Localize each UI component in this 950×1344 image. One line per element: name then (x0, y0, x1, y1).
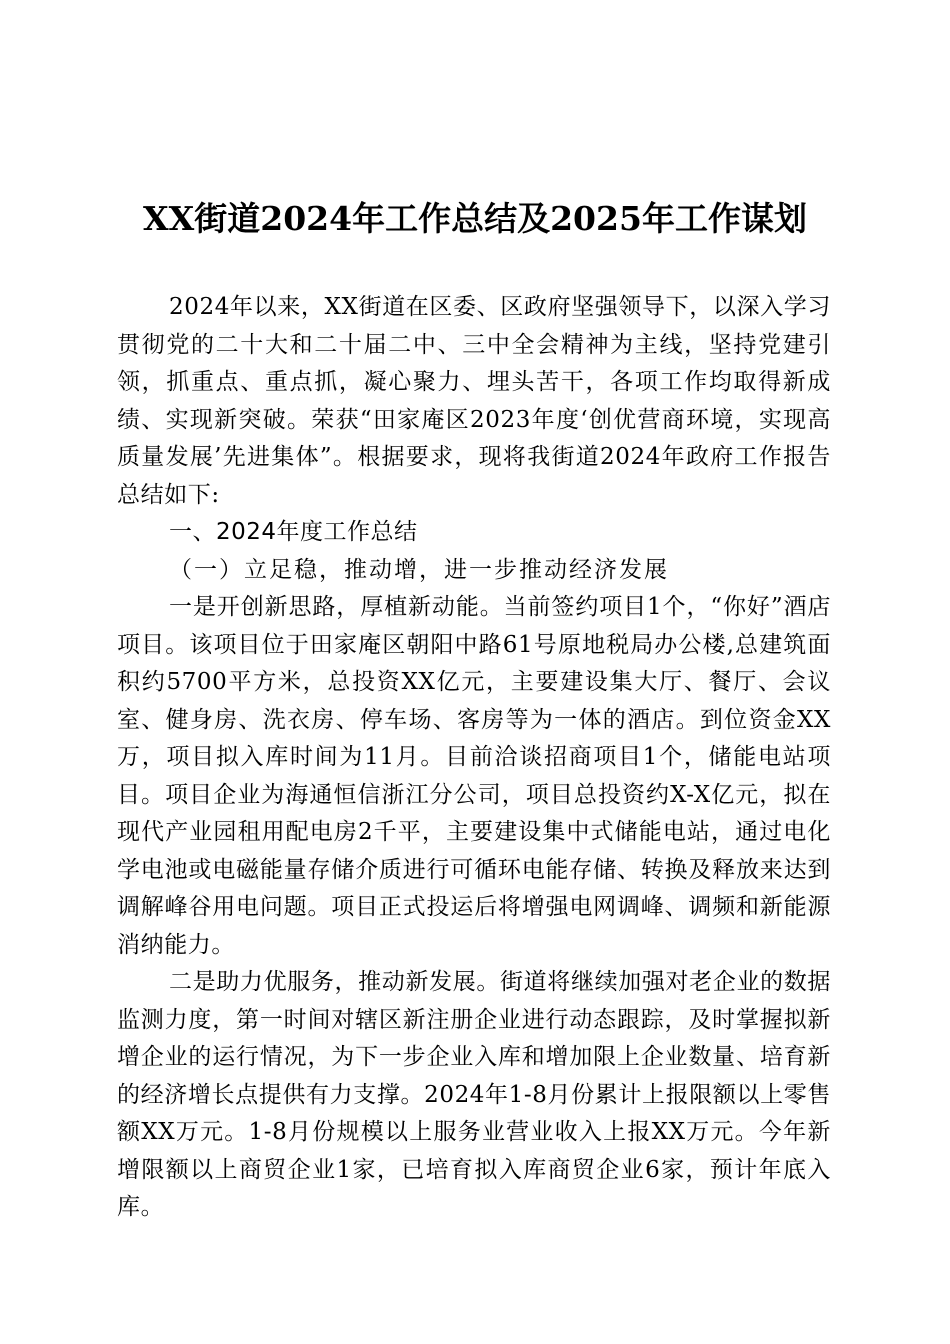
document-body (117, 289, 831, 1227)
document-title: XX街道2024年工作总结及2025年工作谋划 (143, 199, 807, 238)
intro-paragraph: 2024年以来，XX街道在区委、区政府坚强领导下，以深入学习贯彻党的二十大和二十届二中、三中全会精神为主线，坚持党建引领，抓重点、重点抓，凝心聚力、埋头苦干，各项工作均取得新成绩、实现新突破。荣获“田家庵区2023年度‘创优营商环境，实现高质量发展’先进集体”。根据要求，现将我街道2024年政府工作报告总结如下: (117, 294, 831, 508)
paragraph-optimize-services: 二是助力优服务，推动新发展。街道将继续加强对老企业的数据监测力度，第一时间对辖区新注册企业进行动态跟踪，及时掌握拟新增企业的运行情况，为下一步企业入库和增加限上企业数量、培育新的经济增长点提供有力支撑。2024年1-8月份累计上报限额以上零售额XX万元。1-8月份规模以上服务业营业收入上报XX万元。今年新增限额以上商贸企业1家，已培育拟入库商贸企业6家，预计年底入库。 (117, 969, 831, 1220)
paragraph-new-momentum: 一是开创新思路，厚植新动能。当前签约项目1个，“你好”酒店项目。该项目位于田家庵区朝阳中路61号原地税局办公楼,总建筑面积约5700平方米，总投资XX亿元，主要建设集大厅、餐厅、会议室、健身房、洗衣房、停车场、客房等为一体的酒店。到位资金XX万，项目拟入库时间为11月。目前洽谈招商项目1个，储能电站项目。项目企业为海通恒信浙江分公司，项目总投资约X-X亿元，拟在现代产业园租用配电房2千平，主要建设集中式储能电站，通过电化学电池或电磁能量存储介质进行可循环电能存储、转换及释放来达到调解峰谷用电问题。项目正式投运后将增强电网调峰、调频和新能源消纳能力。 (117, 594, 831, 958)
section-heading-annual-summary: 一、2024年度工作总结 (169, 519, 418, 545)
subsection-heading-economic-development: （一）立足稳，推动增，进一步推动经济发展 (169, 556, 669, 583)
